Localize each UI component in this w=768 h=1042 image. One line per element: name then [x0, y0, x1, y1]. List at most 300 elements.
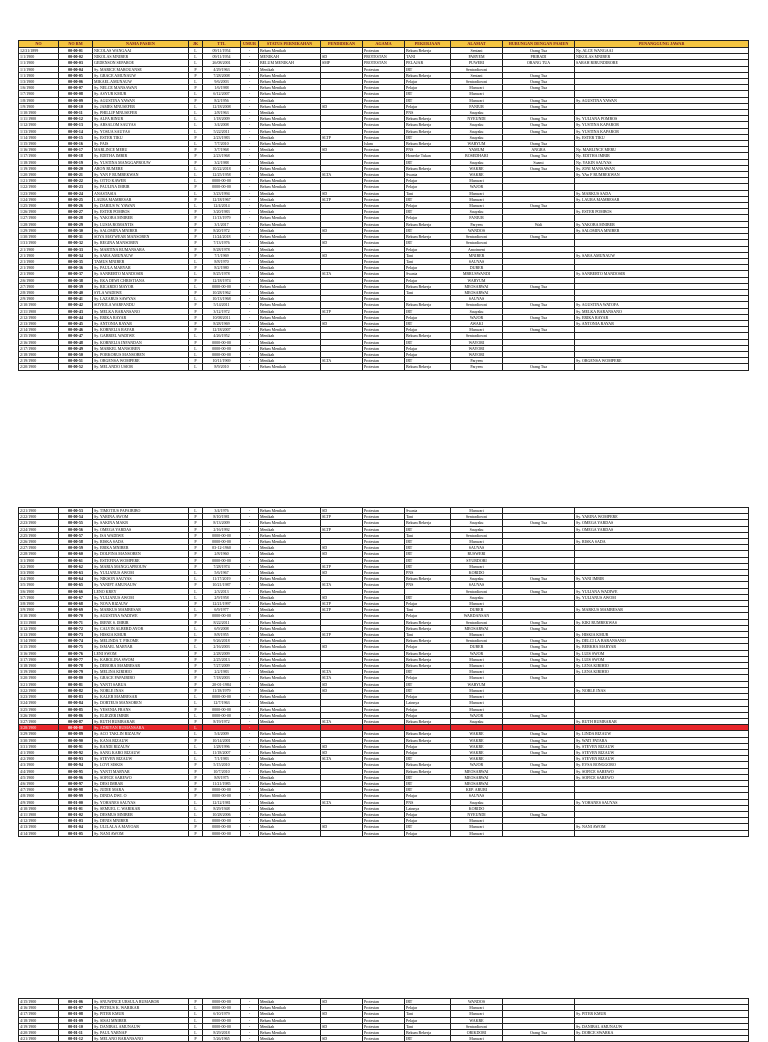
- table-cell: L: [189, 110, 203, 116]
- table-cell: Pelajar: [405, 178, 451, 184]
- table-cell: AWAKI: [451, 320, 503, 326]
- table-cell: L: [189, 607, 203, 613]
- table-cell: 6/9/2008: [203, 625, 241, 631]
- table-cell: 00-00-86: [59, 712, 93, 718]
- table-cell: -: [241, 234, 259, 240]
- table-cell: -: [241, 718, 259, 724]
- table-cell: Sauyaku: [451, 134, 503, 140]
- table-cell: 00-00-17: [59, 147, 93, 153]
- table-cell: 00-00-63: [59, 570, 93, 576]
- table-cell: Orang Tua: [503, 625, 575, 631]
- table-cell: P: [189, 675, 203, 681]
- table-cell: -: [241, 221, 259, 227]
- table-cell: Sy. YUSTINA KAPAROR: [575, 122, 749, 128]
- table-cell: PNS: [405, 582, 451, 588]
- table-cell: P: [189, 520, 203, 526]
- table-cell: Sentradiowni: [451, 588, 503, 594]
- table-cell: 00-00-48: [59, 339, 93, 345]
- table-cell: Bekum Bekerja: [405, 141, 451, 147]
- table-cell: -: [241, 607, 259, 613]
- table-cell: Pelajar: [405, 345, 451, 351]
- table-cell: -: [241, 675, 259, 681]
- table-cell: 8/29/1948: [203, 805, 241, 811]
- table-cell: 3/4/1976: [203, 508, 241, 514]
- table-cell: [575, 830, 749, 836]
- table-cell: Protestan: [363, 787, 405, 793]
- table-cell: L: [189, 749, 203, 755]
- table-cell: 00-01-03: [59, 818, 93, 824]
- table-cell: SAUYAS: [451, 296, 503, 302]
- table-cell: ORANG TUA: [503, 60, 575, 66]
- table-cell: Sauyaku: [451, 576, 503, 582]
- table-cell: 1/6/1988: [203, 85, 241, 91]
- table-cell: Sy. ERIKA RAYAR: [93, 314, 189, 320]
- table-cell: Protestan: [363, 277, 405, 283]
- table-cell: IRT: [405, 787, 451, 793]
- table-cell: -: [241, 1017, 259, 1023]
- table-cell: 4/4/1900: [19, 768, 59, 774]
- table-cell: 00-00-27: [59, 209, 93, 215]
- table-cell: 00-00-93: [59, 756, 93, 762]
- table-cell: Belum Menikah: [259, 91, 321, 97]
- table-cell: 1/18/2009: [203, 116, 241, 122]
- table-cell: Sy. PETRUS K. WARIKAR: [93, 1005, 189, 1011]
- table-cell: -: [241, 296, 259, 302]
- table-cell: Bekum Bekerja: [405, 638, 451, 644]
- table-cell: Sauyaku: [451, 122, 503, 128]
- table-cell: 8/25/1978: [203, 271, 241, 277]
- table-cell: SD: [321, 320, 363, 326]
- table-cell: IRT: [405, 594, 451, 600]
- table-cell: Orang Tua: [503, 72, 575, 78]
- table-cell: 00-00-25: [59, 196, 93, 202]
- table-cell: Sauyaku: [451, 594, 503, 600]
- table-cell: Sy. DANIBAL AMUNAUW: [575, 1023, 749, 1029]
- table-cell: 10/14/2001: [203, 737, 241, 743]
- table-cell: Protestan: [363, 644, 405, 650]
- table-cell: Pelajar: [405, 793, 451, 799]
- table-cell: Belum Menikah: [259, 638, 321, 644]
- table-cell: -: [241, 793, 259, 799]
- table-cell: Tani: [405, 514, 451, 520]
- table-cell: 3/25/1900: [19, 706, 59, 712]
- table-cell: Protestan: [363, 613, 405, 619]
- table-cell: Sy. OTTO KAWER: [93, 178, 189, 184]
- table-cell: L: [189, 725, 203, 731]
- table-cell: L: [189, 103, 203, 109]
- table-cell: IRT: [405, 159, 451, 165]
- table-cell: NYEUNDI: [451, 116, 503, 122]
- table-cell: [503, 830, 575, 836]
- table-cell: Sentani: [451, 72, 503, 78]
- table-cell: Protestan: [363, 110, 405, 116]
- table-row[interactable]: [19, 830, 749, 836]
- table-cell: Menikah: [259, 669, 321, 675]
- table-cell: Protestan: [363, 215, 405, 221]
- table-cell: 8/2/1956: [203, 97, 241, 103]
- table-cell: Bekum Bekerja: [405, 1030, 451, 1036]
- table-cell: Manwari: [451, 694, 503, 700]
- table-cell: P: [189, 638, 203, 644]
- table-cell: Pelajar: [405, 314, 451, 320]
- table-cell: Belum Menikah: [259, 314, 321, 320]
- table-cell: Protestan: [363, 165, 405, 171]
- table-cell: P: [189, 774, 203, 780]
- table-cell: Protestan: [363, 184, 405, 190]
- table-cell: Orang Tua: [503, 576, 575, 582]
- table-cell: 2/1/1900: [19, 258, 59, 264]
- table-cell: SD: [321, 749, 363, 755]
- table-cell: Belum Menikah: [259, 539, 321, 545]
- table-cell: -: [241, 66, 259, 72]
- table-cell: -: [241, 85, 259, 91]
- table-cell: 11/21/1985: [203, 780, 241, 786]
- table-cell: P: [189, 153, 203, 159]
- table-cell: 00-00-82: [59, 687, 93, 693]
- table-row[interactable]: [19, 364, 749, 370]
- table-cell: Wali: [503, 221, 575, 227]
- table-cell: 00-00-59: [59, 545, 93, 551]
- table-cell: -: [241, 588, 259, 594]
- table-cell: 4/20/1900: [19, 1030, 59, 1036]
- table-cell: 2/14/1900: [19, 327, 59, 333]
- table-cell: Sy. YANTI MARYAR: [93, 768, 189, 774]
- table-cell: 3/23/1900: [19, 694, 59, 700]
- table-cell: 00-00-78: [59, 663, 93, 669]
- table-cell: 1/1/1900: [19, 54, 59, 60]
- table-cell: -: [241, 345, 259, 351]
- table-cell: Sy. YULIANUS AWOM: [575, 594, 749, 600]
- table-cell: 00-00-84: [59, 700, 93, 706]
- table-cell: Orang Tua: [503, 588, 575, 594]
- table-cell: 00-00-38: [59, 277, 93, 283]
- table-cell: SD: [321, 743, 363, 749]
- table-cell: Sy. DEBORA MAMBESAR: [93, 663, 189, 669]
- table-cell: 00-00-01: [59, 48, 93, 54]
- table-cell: WAKRE: [451, 743, 503, 749]
- table-cell: 5/15/2010: [203, 762, 241, 768]
- table-cell: 00-00-77: [59, 656, 93, 662]
- table-cell: 8/20/1972: [203, 227, 241, 233]
- table-cell: 11/17/2019: [203, 576, 241, 582]
- table-cell: IRT: [405, 545, 451, 551]
- table-cell: Belum Menikah: [259, 644, 321, 650]
- table-cell: Sy. PITER KMUR: [93, 1011, 189, 1017]
- table-cell: 00-00-20: [59, 165, 93, 171]
- table-cell: 0000-00-00: [203, 1023, 241, 1029]
- table-cell: -: [241, 364, 259, 370]
- table-cell: GEDENSON SEPAROE: [93, 60, 189, 66]
- table-cell: Belum Menikah: [259, 650, 321, 656]
- table-cell: Sy. ALFA BINUR: [93, 116, 189, 122]
- table-cell: Tani: [405, 289, 451, 295]
- table-cell: 2/10/1900: [19, 302, 59, 308]
- table-cell: 1/12/1900: [19, 122, 59, 128]
- table-cell: Belum Menikah: [259, 601, 321, 607]
- table-cell: PNS: [405, 147, 451, 153]
- table-cell: P: [189, 159, 203, 165]
- table-cell: Bekum Bekerja: [405, 333, 451, 339]
- table-cell: Menikah: [259, 339, 321, 345]
- table-cell: Protestan: [363, 625, 405, 631]
- table-cell: Orang Tua: [503, 97, 575, 103]
- table-cell: 4/7/1900: [19, 787, 59, 793]
- table-cell: 00-00-60: [59, 551, 93, 557]
- table-cell: -: [241, 768, 259, 774]
- table-cell: Orang Tua: [503, 283, 575, 289]
- table-cell: 1/18/1900: [19, 159, 59, 165]
- table-cell: Menikah: [259, 147, 321, 153]
- table-cell: Protestan: [363, 240, 405, 246]
- table-cell: Orang Tua: [503, 128, 575, 134]
- table-cell: 6/10/1979: [203, 1011, 241, 1017]
- table-cell: Protestan: [363, 178, 405, 184]
- table-cell: SLTP: [321, 514, 363, 520]
- table-cell: 00-00-33: [59, 246, 93, 252]
- table-cell: Tani: [405, 1011, 451, 1017]
- table-cell: Manwari: [451, 669, 503, 675]
- table-cell: L: [189, 508, 203, 514]
- table-cell: Bekum Bekerja: [405, 122, 451, 128]
- table-cell: IRT: [405, 526, 451, 532]
- table-cell: 00-00-21: [59, 172, 93, 178]
- table-cell: Honerke Tukan: [405, 153, 451, 159]
- table-cell: -: [241, 302, 259, 308]
- table-cell: 3/14/1900: [19, 638, 59, 644]
- table-cell: -: [241, 110, 259, 116]
- table-cell: Sy. SOFICE SAREWO: [93, 774, 189, 780]
- table-cell: 2/27/1900: [19, 545, 59, 551]
- table-cell: Lainnya: [405, 700, 451, 706]
- table-cell: Sy. MARKUS MAMBESAR: [575, 607, 749, 613]
- table-cell: SLTP: [321, 607, 363, 613]
- table-cell: 2/8/1963: [203, 110, 241, 116]
- table-cell: PARYEM: [451, 54, 503, 60]
- table-cell: -: [241, 209, 259, 215]
- table-cell: Bekum Bekerja: [405, 625, 451, 631]
- table-cell: Orang Tua: [503, 327, 575, 333]
- table-cell: 4/1/1900: [19, 749, 59, 755]
- table-cell: 2/28/1900: [19, 551, 59, 557]
- table-cell: [575, 364, 749, 370]
- table-cell: SAUYAS: [451, 545, 503, 551]
- table-cell: Pelajar: [405, 601, 451, 607]
- table-cell: Belum Menikah: [259, 215, 321, 221]
- table-cell: 00-00-15: [59, 134, 93, 140]
- table-cell: Menikah: [259, 153, 321, 159]
- table-cell: L: [189, 178, 203, 184]
- table-cell: Protestan: [363, 619, 405, 625]
- table-cell: Protestan: [363, 72, 405, 78]
- table-cell: Sentradiowni: [451, 66, 503, 72]
- table-cell: Manwari: [451, 203, 503, 209]
- table-cell: Protestan: [363, 818, 405, 824]
- table-cell: 1/13/1900: [19, 128, 59, 134]
- table-cell: 4/5/1900: [19, 774, 59, 780]
- table-cell: 00-00-62: [59, 563, 93, 569]
- table-cell: 00-00-40: [59, 289, 93, 295]
- table-cell: Belum Menikah: [259, 619, 321, 625]
- table-cell: 3/21/1900: [19, 681, 59, 687]
- table-cell: Protestan: [363, 638, 405, 644]
- table-cell: Protestan: [363, 364, 405, 370]
- table-cell: Belum Menikah: [259, 675, 321, 681]
- table-cell: 8/8/1955: [203, 632, 241, 638]
- table-cell: -: [241, 122, 259, 128]
- table-cell: P: [189, 358, 203, 364]
- table-cell: NICOLAS WANGAAI: [93, 48, 189, 54]
- table-cell: Protestan: [363, 339, 405, 345]
- table-cell: Belum Menikah: [259, 793, 321, 799]
- table-cell: 00-00-19: [59, 159, 93, 165]
- table-cell: Sy. GRACE AMUNAUW: [93, 72, 189, 78]
- table-cell: 2/21/1900: [19, 508, 59, 514]
- table-cell: Protestan: [363, 681, 405, 687]
- table-cell: Orang Tua: [503, 731, 575, 737]
- table-cell: Menikah: [259, 209, 321, 215]
- table-cell: -: [241, 563, 259, 569]
- table-cell: 00-00-09: [59, 97, 93, 103]
- table-cell: Protestan: [363, 743, 405, 749]
- table-cell: 00-00-57: [59, 532, 93, 538]
- table-cell: MEOSARWAI: [451, 283, 503, 289]
- table-cell: 00-00-56: [59, 526, 93, 532]
- table-cell: Amoimeni: [451, 246, 503, 252]
- table-cell: SD: [321, 240, 363, 246]
- column-header: NO RM: [59, 41, 93, 48]
- table-cell: 00-00-70: [59, 613, 93, 619]
- table-cell: -: [241, 582, 259, 588]
- table-cell: Manwari: [451, 656, 503, 662]
- table-cell: Menikah: [259, 66, 321, 72]
- table-cell: 00-00-96: [59, 774, 93, 780]
- table-cell: Bekum Bekerja: [405, 302, 451, 308]
- table-cell: P: [189, 601, 203, 607]
- table-cell: 3/12/1972: [203, 308, 241, 314]
- table-cell: Sy. ESTEFINA WOMPERE: [93, 557, 189, 563]
- table-cell: P: [189, 619, 203, 625]
- table-cell: 3/26/1900: [19, 712, 59, 718]
- table-cell: 8/8/1970: [203, 258, 241, 264]
- table-cell: MEOSARWAI: [451, 289, 503, 295]
- table-cell: Sy. LINDA RIZAUW: [575, 731, 749, 737]
- table-cell: SLTA: [321, 718, 363, 724]
- table-cell: Sy. KORNELIA INFANDAN: [93, 339, 189, 345]
- table-cell: 3/11/1900: [19, 619, 59, 625]
- table-cell: 1/1/1900: [19, 66, 59, 72]
- table-cell: -: [241, 999, 259, 1005]
- table-cell: Sy. GABRIEL WADIWE: [93, 333, 189, 339]
- table-cell: -: [241, 570, 259, 576]
- table-cell: BELUM MENIKAH: [259, 60, 321, 66]
- table-cell: -: [241, 134, 259, 140]
- table-cell: 10/22/2018: [203, 165, 241, 171]
- table-cell: Sy. OMEGA YARDAS: [575, 520, 749, 526]
- table-cell: P: [189, 557, 203, 563]
- table-cell: 11/18/1979: [203, 687, 241, 693]
- table-cell: P: [189, 656, 203, 662]
- table-cell: 2/7/1900: [19, 283, 59, 289]
- table-cell: Pelajar: [405, 712, 451, 718]
- table-cell: Menikah: [259, 265, 321, 271]
- table-cell: Protestan: [363, 588, 405, 594]
- table-cell: Sy. SNUWINCE URSULA RUMABOR: [93, 999, 189, 1005]
- table-cell: 3/30/1900: [19, 737, 59, 743]
- table-cell: Bekum Bekerja: [405, 619, 451, 625]
- table-row[interactable]: [19, 1036, 749, 1042]
- table-cell: P: [189, 737, 203, 743]
- table-cell: Menikah: [259, 240, 321, 246]
- table-cell: 00-00-66: [59, 588, 93, 594]
- table-cell: Sy. YARINA AWOM: [93, 514, 189, 520]
- table-cell: 3/12/1900: [19, 625, 59, 631]
- table-cell: Bekum Bekerja: [405, 731, 451, 737]
- table-cell: 00-00-12: [59, 116, 93, 122]
- table-cell: WAJOR: [451, 762, 503, 768]
- table-cell: SD: [321, 687, 363, 693]
- table-cell: Bekum Bekerja: [405, 520, 451, 526]
- table-cell: 12/18/1967: [203, 196, 241, 202]
- table-cell: 00-00-95: [59, 768, 93, 774]
- table-cell: Sy. AGUSTINA YAWAN: [93, 97, 189, 103]
- table-cell: Manwari: [451, 706, 503, 712]
- table-cell: Sy. KAROLINA SWOM: [93, 656, 189, 662]
- table-cell: Sy. YOSUA SAUYAS: [93, 128, 189, 134]
- table-cell: 00-00-10: [59, 103, 93, 109]
- table-cell: Sy. MARTINA RUMANSARA: [93, 246, 189, 252]
- table-cell: Protestan: [363, 85, 405, 91]
- table-cell: 3/20/1983: [203, 209, 241, 215]
- table-cell: SD: [321, 1011, 363, 1017]
- table-cell: 1/3/1900: [19, 79, 59, 85]
- table-cell: 8/13/2009: [203, 520, 241, 526]
- table-cell: Manwari: [451, 675, 503, 681]
- table-cell: Belum Menikah: [259, 663, 321, 669]
- table-cell: Sy. YAn F RUMBEKWAN: [575, 172, 749, 178]
- table-cell: Protestan: [363, 712, 405, 718]
- table-cell: 4/8/1900: [19, 793, 59, 799]
- table-cell: -: [241, 271, 259, 277]
- table-cell: Pelajar: [405, 351, 451, 357]
- table-cell: -: [241, 165, 259, 171]
- table-cell: Protestan: [363, 234, 405, 240]
- table-cell: L: [189, 351, 203, 357]
- table-cell: P: [189, 66, 203, 72]
- table-cell: Menikah: [259, 97, 321, 103]
- table-cell: 00-00-98: [59, 787, 93, 793]
- table-cell: P: [189, 706, 203, 712]
- table-cell: Sy. DINDA DWI. O: [93, 793, 189, 799]
- table-cell: Manwari: [451, 687, 503, 693]
- table-cell: Pelajar: [405, 749, 451, 755]
- table-cell: Belum Menikah: [259, 184, 321, 190]
- table-cell: -: [241, 153, 259, 159]
- table-cell: 7/13/1976: [203, 240, 241, 246]
- table-cell: Sy. IRENE S. IMBIR: [93, 619, 189, 625]
- table-cell: Orang Tua: [503, 314, 575, 320]
- table-cell: MARLINCE MERU: [93, 147, 189, 153]
- table-cell: 7/18/2003: [203, 675, 241, 681]
- table-cell: 2/15/1900: [19, 333, 59, 339]
- table-cell: Protestan: [363, 1017, 405, 1023]
- table-cell: 00-00-05: [59, 72, 93, 78]
- table-cell: -: [241, 308, 259, 314]
- table-cell: [321, 364, 363, 370]
- table-cell: 1/28/1996: [203, 743, 241, 749]
- table-cell: Belum Menikah: [259, 532, 321, 538]
- table-cell: Sy. EBIKA MNIBER: [93, 545, 189, 551]
- table-cell: Menikah: [259, 594, 321, 600]
